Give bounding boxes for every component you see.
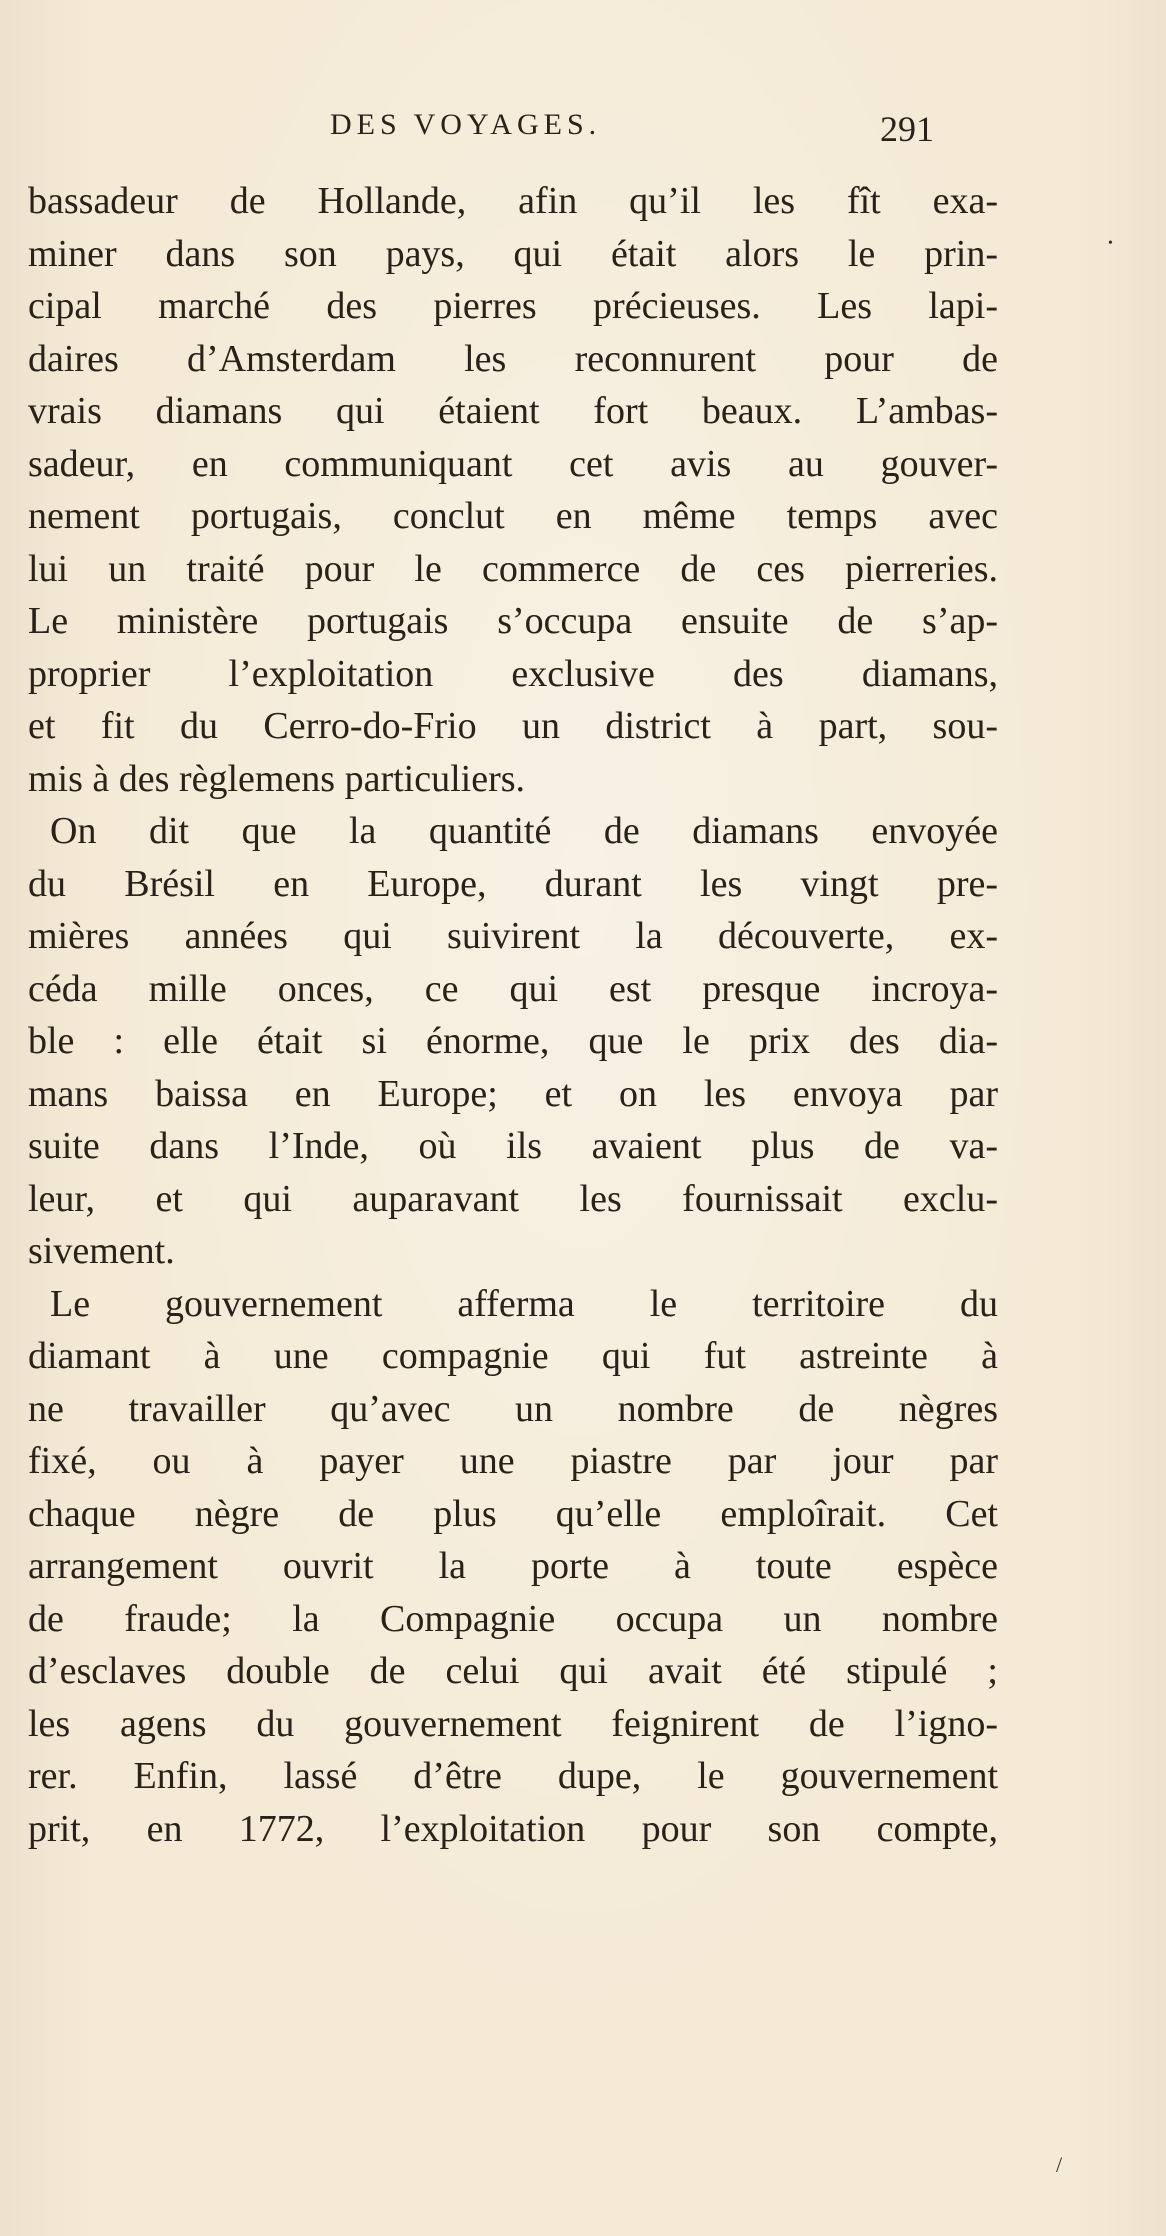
text-line: bassadeur de Hollande, afin qu’il les fît exa-: [28, 180, 998, 222]
text-line: suite dans l’Inde, où ils avaient plus de va-: [28, 1125, 998, 1167]
text-line: daires d’Amsterdam les reconnurent pour de: [28, 337, 998, 380]
text-line: de fraude; la Compagnie occupa un nombre: [28, 1597, 998, 1640]
text-line: prit, en 1772, l’exploitation pour son compte,: [28, 1807, 998, 1850]
text-line: leur, et qui auparavant les fournissait exclu-: [28, 1177, 998, 1220]
text-line: vrais diamans qui étaient fort beaux. L’ambas-: [28, 390, 998, 432]
text-line: céda mille onces, ce qui est presque incroya-: [28, 967, 998, 1010]
text-line: On dit que la quantité de diamans envoyée: [50, 810, 998, 852]
text-line: mans baissa en Europe; et on les envoya par: [28, 1072, 998, 1115]
page-number: 291: [880, 109, 934, 149]
text-line: miner dans son pays, qui était alors le prin-: [28, 232, 998, 275]
running-title: DES VOYAGES.: [330, 108, 602, 141]
text-line: d’esclaves double de celui qui avait été stipulé ;: [28, 1650, 998, 1692]
text-line: fixé, ou à payer une piastre par jour par: [28, 1440, 998, 1482]
bottom-mark: /: [1056, 2152, 1063, 2177]
text-line: cipal marché des pierres précieuses. Les lapi-: [28, 285, 998, 327]
text-line: mières années qui suivirent la découverte, ex-: [28, 915, 998, 957]
text-line: diamant à une compagnie qui fut astreinte à: [28, 1335, 998, 1377]
text-line: sadeur, en communiquant cet avis au gouver-: [28, 442, 998, 485]
text-line: proprier l’exploitation exclusive des diamans,: [28, 652, 998, 695]
text-line: ne travailler qu’avec un nombre de nègres: [28, 1387, 998, 1430]
text-line: sivement.: [28, 1230, 175, 1272]
text-line: nement portugais, conclut en même temps avec: [28, 495, 998, 537]
text-line: mis à des règlemens particuliers.: [28, 757, 526, 800]
text-line: les agens du gouvernement feignirent de l’igno-: [28, 1702, 998, 1745]
text-line: ble : elle était si énorme, que le prix des dia-: [28, 1020, 998, 1062]
body-text: [28, 175, 998, 1855]
text-line: du Brésil en Europe, durant les vingt pre-: [28, 862, 998, 905]
text-line: arrangement ouvrit la porte à toute espèce: [28, 1545, 998, 1587]
text-line: Le gouvernement afferma le territoire du: [50, 1282, 998, 1325]
text-line: Le ministère portugais s’occupa ensuite de s’ap-: [28, 600, 998, 642]
text-line: et fit du Cerro-do-Frio un district à part, sou-: [28, 705, 998, 747]
text-line: rer. Enfin, lassé d’être dupe, le gouvernement: [28, 1755, 998, 1797]
text-line: lui un traité pour le commerce de ces pierreries.: [28, 547, 998, 590]
text-line: chaque nègre de plus qu’elle emploîrait. Cet: [28, 1492, 998, 1535]
margin-dot: •: [1108, 236, 1113, 251]
running-head: [0, 108, 1166, 148]
